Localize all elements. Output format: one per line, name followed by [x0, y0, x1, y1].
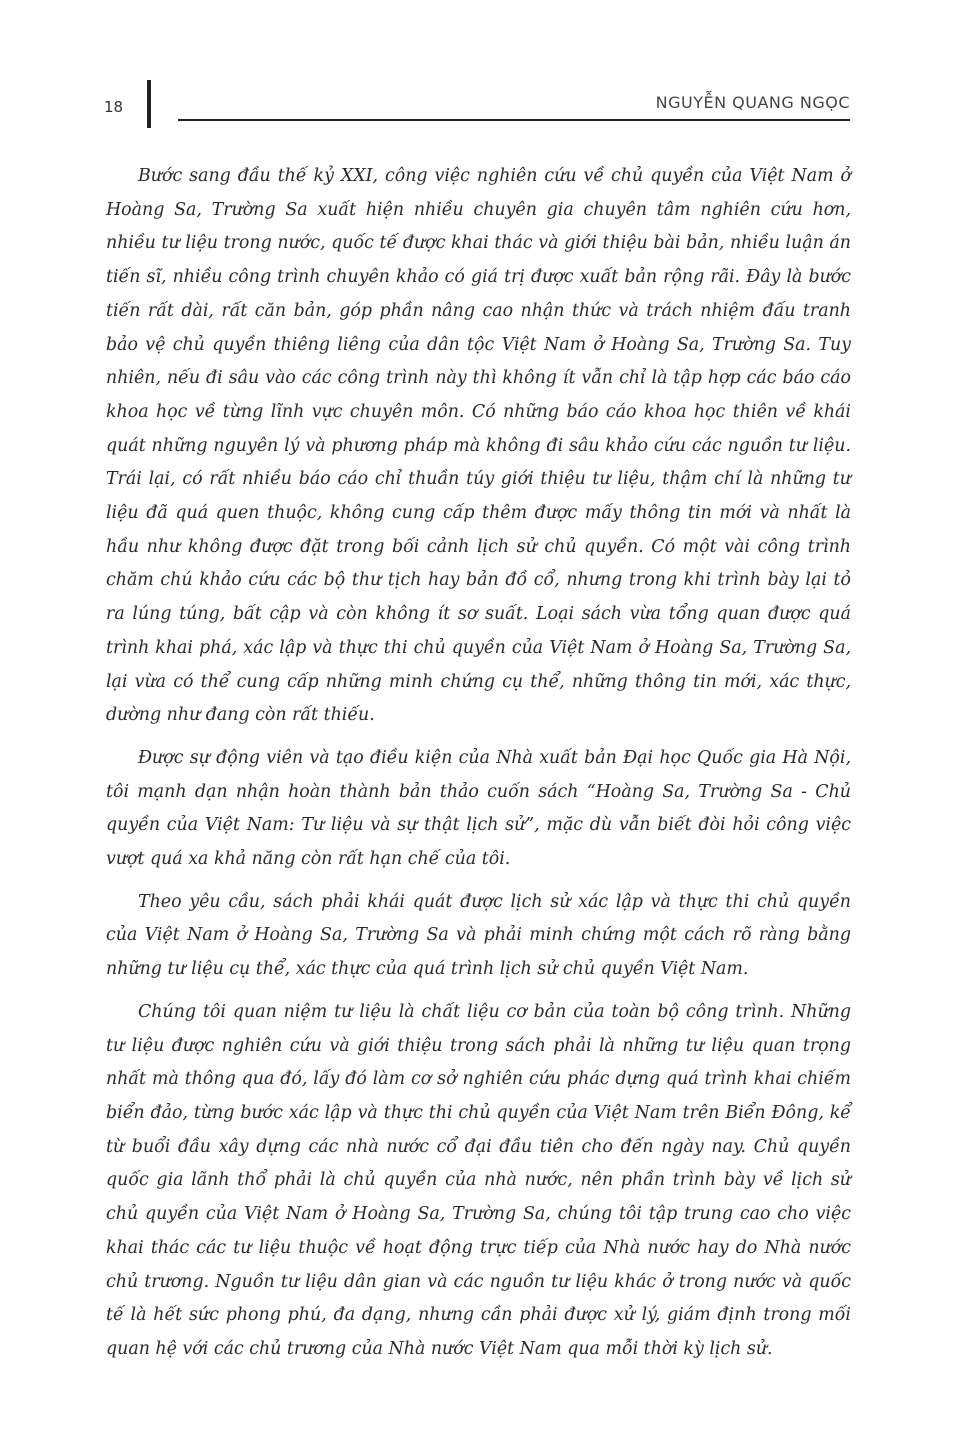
header-divider-bar — [147, 80, 151, 128]
header-rule — [178, 119, 850, 121]
paragraph-1: Bước sang đầu thế kỷ XXI, công việc nghiên cứu về chủ quyền của Việt Nam ở Hoàng Sa, Trường Sa xuất hiện nhiều chuyên gia chuyên tâm nghiên cứu hơn, nhiều tư liệu trong nước, quốc tế được khai thác và giới thiệu bài bản, nhiều luận án tiến sĩ, nhiều công trình chuyên khảo có giá trị được xuất bản rộng rãi. Đây là bước tiến rất dài, rất căn bản, góp phần nâng cao nhận thức và trách nhiệm đấu tranh bảo vệ chủ quyền thiêng liêng của dân tộc Việt Nam ở Hoàng Sa, Trường Sa. Tuy nhiên, nếu đi sâu vào các công trình này thì không ít vẫn chỉ là tập hợp các báo cáo khoa học về từng lĩnh vực chuyên môn. Có những báo cáo khoa học thiên về khái quát những nguyên lý và phương pháp mà không đi sâu khảo cứu các nguồn tư liệu. Trái lại, có rất nhiều báo cáo chỉ thuần túy giới thiệu tư liệu, thậm chí là những tư liệu đã quá quen thuộc, không cung cấp thêm được mấy thông tin mới và nhất là hầu như không được đặt trong bối cảnh lịch sử chủ quyền. Có một vài công trình chăm chú khảo cứu các bộ thư tịch hay bản đồ cổ, nhưng trong khi trình bày lại tỏ ra lúng túng, bất cập và còn không ít sơ suất. Loại sách vừa tổng quan được quá trình khai phá, xác lập và thực thi chủ quyền của Việt Nam ở Hoàng Sa, Trường Sa, lại vừa có thể cung cấp những minh chứng cụ thể, những thông tin mới, xác thực, dường như đang còn rất thiếu. — [106, 166, 851, 726]
running-head-author: NGUYỄN QUANG NGỌC — [655, 93, 850, 112]
page-number: 18 — [104, 98, 124, 116]
paragraph-2: Được sự động viên và tạo điều kiện của Nhà xuất bản Đại học Quốc gia Hà Nội, tôi mạnh dạn nhận hoàn thành bản thảo cuốn sách “Hoàng Sa, Trường Sa - Chủ quyền của Việt Nam: Tư liệu và sự thật lịch sử”, mặc dù vẫn biết đòi hỏi công việc vượt quá xa khả năng còn rất hạn chế của tôi. — [106, 747, 851, 870]
paragraph-4: Chúng tôi quan niệm tư liệu là chất liệu cơ bản của toàn bộ công trình. Những tư liệu được nghiên cứu và giới thiệu trong sách phải là những tư liệu quan trọng nhất mà thông qua đó, lấy đó làm cơ sở nghiên cứu phác dựng quá trình khai chiếm biển đảo, từng bước xác lập và thực thi chủ quyền của Việt Nam trên Biển Đông, kể từ buổi đầu xây dựng các nhà nước cổ đại đầu tiên cho đến ngày nay. Chủ quyền quốc gia lãnh thổ phải là chủ quyền của nhà nước, nên phần trình bày về lịch sử chủ quyền của Việt Nam ở Hoàng Sa, Trường Sa, chúng tôi tập trung cao cho việc khai thác các tư liệu thuộc về hoạt động trực tiếp của Nhà nước hay do Nhà nước chủ trương. Nguồn tư liệu dân gian và các nguồn tư liệu khác ở trong nước và quốc tế là hết sức phong phú, đa dạng, nhưng cần phải được xử lý, giám định trong mối quan hệ với các chủ trương của Nhà nước Việt Nam qua mỗi thời kỳ lịch sử. — [106, 1001, 851, 1359]
body-text — [106, 160, 851, 1376]
paragraph-3: Theo yêu cầu, sách phải khái quát được lịch sử xác lập và thực thi chủ quyền của Việt Nam ở Hoàng Sa, Trường Sa và phải minh chứng một cách rõ ràng bằng những tư liệu cụ thể, xác thực của quá trình lịch sử chủ quyền Việt Nam. — [106, 891, 851, 980]
